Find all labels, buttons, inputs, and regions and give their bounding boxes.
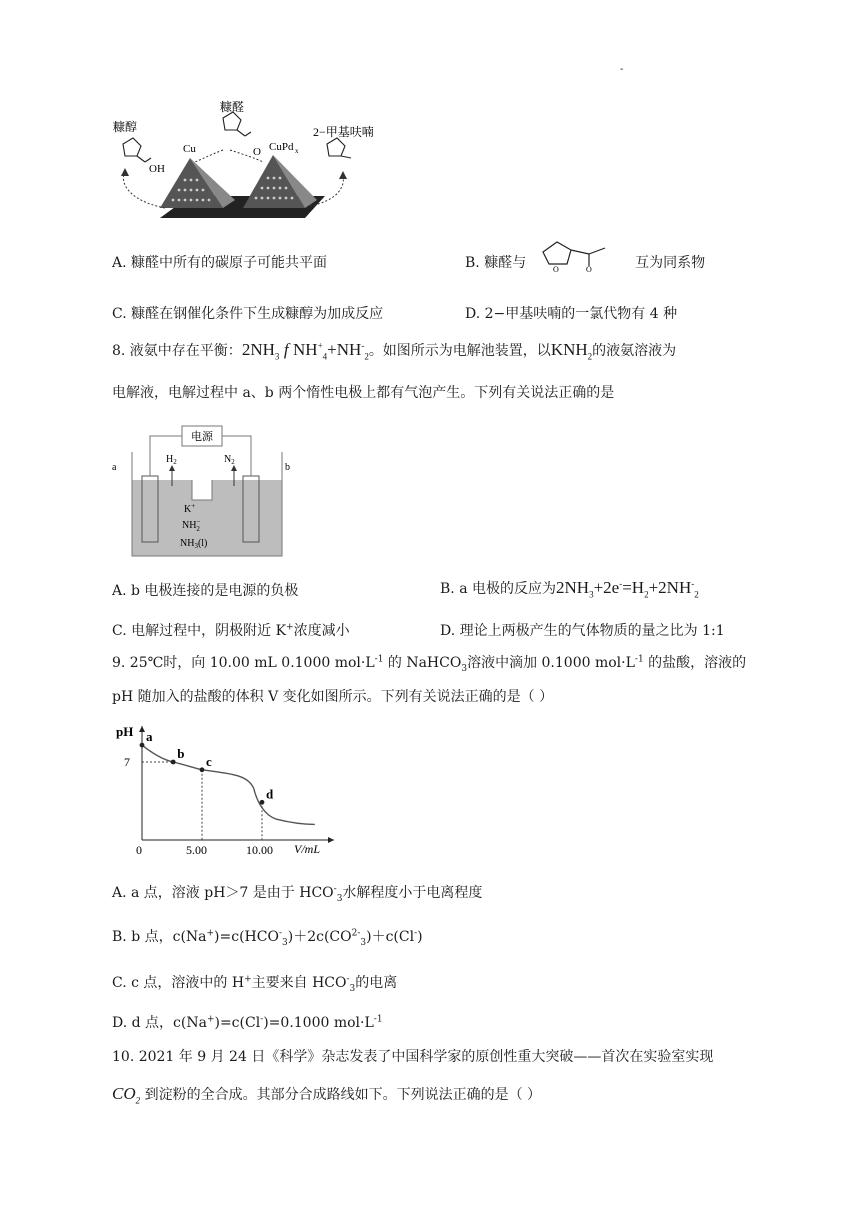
q8-stem-line2: 电解液，电解过程中 a、b 两个惰性电极上都有气泡产生。下列有关说法正确的是 <box>112 385 615 401</box>
label-methylfuran: 2−甲基呋喃 <box>313 125 374 139</box>
q7-option-b <box>465 252 705 272</box>
q9-option-a-post: 水解程度小于电离程度 <box>342 885 483 901</box>
label-o: O <box>253 146 261 158</box>
q10-co2: $CO_2$ <box>112 1084 141 1106</box>
q8-stem-mid: 。如图所示为电解池装置，以 <box>368 343 551 359</box>
point-b <box>171 760 176 765</box>
point-d <box>260 800 265 805</box>
furan-ketone-structure <box>531 232 631 272</box>
q9-option-b-mid2: )＋2c(CO <box>287 929 352 945</box>
q10-stem2: 到淀粉的全合成。其部分合成路线如下。下列说法正确的是（ ） <box>144 1087 542 1103</box>
point-label-c: c <box>206 753 212 769</box>
electrode-b-label: b <box>285 462 290 473</box>
q9-stem1-mid: 的 NaHCO <box>383 655 462 671</box>
q8-knh2: $KNH_2$ <box>550 340 593 362</box>
q9-option-d: D. d 点，c(Na+)=c(Cl-)=0.1000 $mol\cdot L^{-1}$ <box>112 1014 383 1031</box>
q8-option-d: D. 理论上两极产生的气体物质的量之比为 1:1 <box>440 623 725 639</box>
q7-option-c: C. 糠醛在钢催化条件下生成糠醇为加成反应 <box>112 306 384 322</box>
q9-option-d-mid: )=c(Cl <box>214 1015 261 1031</box>
label-furfuryl-alcohol: 糠醇 <box>113 120 138 134</box>
furfural-ring <box>223 112 241 130</box>
y-tick-7: 7 <box>124 755 130 769</box>
q7-option-b-post: 互为同系物 <box>635 255 706 271</box>
x-axis-label: V/mL <box>294 842 321 856</box>
point-label-a: a <box>146 729 153 745</box>
q9-option-c-mid: 主要来自 HCO <box>251 975 347 991</box>
q8-stem-pre: 8. 液氨中存在平衡： <box>112 343 242 359</box>
x-tick-5.00: 5.00 <box>186 843 207 857</box>
label-furfural: 糠醛 <box>220 100 245 114</box>
point-label-b: b <box>177 746 185 761</box>
q7-option-b-pre: B. 糠醛与 <box>465 255 527 271</box>
x-tick-10.00: 10.00 <box>246 843 273 857</box>
q8-option-b <box>440 578 699 599</box>
label-oh: OH <box>149 163 165 175</box>
header-mark: - <box>620 64 624 75</box>
label-cupd-sub: x <box>295 147 299 155</box>
point-a <box>140 743 145 748</box>
ion-k: K+ <box>184 502 196 515</box>
q8-stem-line1 <box>112 340 676 361</box>
ph-titration-chart <box>112 716 342 860</box>
y-axis-label: pH <box>116 724 134 739</box>
label-n2: $N_2$ <box>224 454 235 466</box>
q9-option-c: C. c 点，溶液中的 H+主要来自 $HCO^-_3$的电离 <box>112 974 398 994</box>
q8-option-c-pre: C. 电解过程中，阴极附近 K <box>112 623 287 639</box>
q8-eq-2nh3: $2NH_3$ <box>241 340 280 362</box>
power-label: 电源 <box>191 431 213 443</box>
x-tick-0: 0 <box>136 843 142 857</box>
q7-option-a: A. 糠醛中所有的碳原子可能共平面 <box>112 255 328 271</box>
label-cupd: CuPd <box>269 141 294 153</box>
q8-option-a: A. b 电极连接的是电源的负极 <box>112 583 299 599</box>
q8-eq-f: f <box>283 340 289 359</box>
label-cu: Cu <box>183 143 196 155</box>
q9-option-a-pre: A. a 点，溶液 pH＞7 是由于 HCO <box>112 885 334 901</box>
q9-option-c-pre: C. c 点，溶液中的 H <box>112 975 245 991</box>
alcohol-ring <box>123 138 141 156</box>
q9-option-d-pre: D. d 点，c(Na <box>112 1015 207 1031</box>
q8-eq-nh2: $+NH^-_2$ <box>327 340 369 362</box>
q9-stem1-post: 的盐酸，溶液的 <box>643 655 747 671</box>
q9-option-b-pre: B. b 点，c(Na <box>112 929 207 945</box>
point-c <box>200 767 205 772</box>
q7-option-d: D. 2−甲基呋喃的一氯代物有 4 种 <box>465 306 678 322</box>
q8-stem-post: 的液氨溶液为 <box>592 343 677 359</box>
electrolysis-figure <box>112 412 302 560</box>
q9-option-b-mid: )=c(HCO <box>214 929 279 945</box>
electrode-a-label: a <box>112 462 117 473</box>
q9-option-b-post: )＋c(Cl <box>366 929 415 945</box>
q9-option-c-post: 的电离 <box>355 975 398 991</box>
q9-stem-line1: 9. 25℃时，向 10.00 mL 0.1000 $mol\cdot L^{-1}$ 的 NaHCO$_3$溶液中滴加 0.1000 $mol\cdot L^{-1}$ 的盐酸，溶液的 <box>112 654 747 674</box>
q9-option-a: A. a 点，溶液 pH＞7 是由于 $HCO^-_3$水解程度小于电离程度 <box>112 884 483 904</box>
q9-option-b: B. b 点，$c(Na^+)=c(HCO^-_3)+2c(CO^{2-}_3)+c(Cl^-)$ <box>112 928 423 948</box>
point-label-d: d <box>266 786 274 802</box>
ph-curve <box>142 745 315 824</box>
q9-stem-line2: pH 随加入的盐酸的体积 V 变化如图所示。下列有关说法正确的是（ ） <box>112 689 554 705</box>
label-h2: $H_2$ <box>166 454 177 466</box>
q8-eq-nh4: $NH^+_4$ <box>293 340 328 362</box>
q9-stem1-mid2: 溶液中滴加 0.1000 mol·L <box>467 655 635 671</box>
q8-option-c: C. 电解过程中，阴极附近 K+浓度减小 <box>112 622 350 639</box>
svg-text:O: O <box>585 265 592 272</box>
q8-option-c-post: 浓度减小 <box>293 623 350 639</box>
catalysis-figure <box>105 100 405 225</box>
q9-option-d-post: )=0.1000 mol·L <box>263 1015 374 1031</box>
q8-option-b-pre: B. a 电极的反应为 <box>440 581 556 597</box>
ion-nh2: NH− 2 <box>182 518 201 533</box>
q10-stem-line1: 10. 2021 年 9 月 24 日《科学》杂志发表了中国科学家的原创性重大突破——首次在实验室实现 <box>112 1049 714 1065</box>
q8-option-b-eq: $2NH_3+2e^-=H_2+2NH^-_2$ <box>556 578 699 600</box>
svg-text:O: O <box>552 265 559 272</box>
arrow-to-alcohol <box>123 172 165 208</box>
q10-stem-line2 <box>112 1084 541 1105</box>
methylfuran-ring <box>327 138 345 156</box>
q9-stem1-pre: 9. 25℃时，向 10.00 mL 0.1000 mol·L <box>112 655 375 671</box>
liquid-nh3: $NH_3(l)$ <box>180 538 208 550</box>
